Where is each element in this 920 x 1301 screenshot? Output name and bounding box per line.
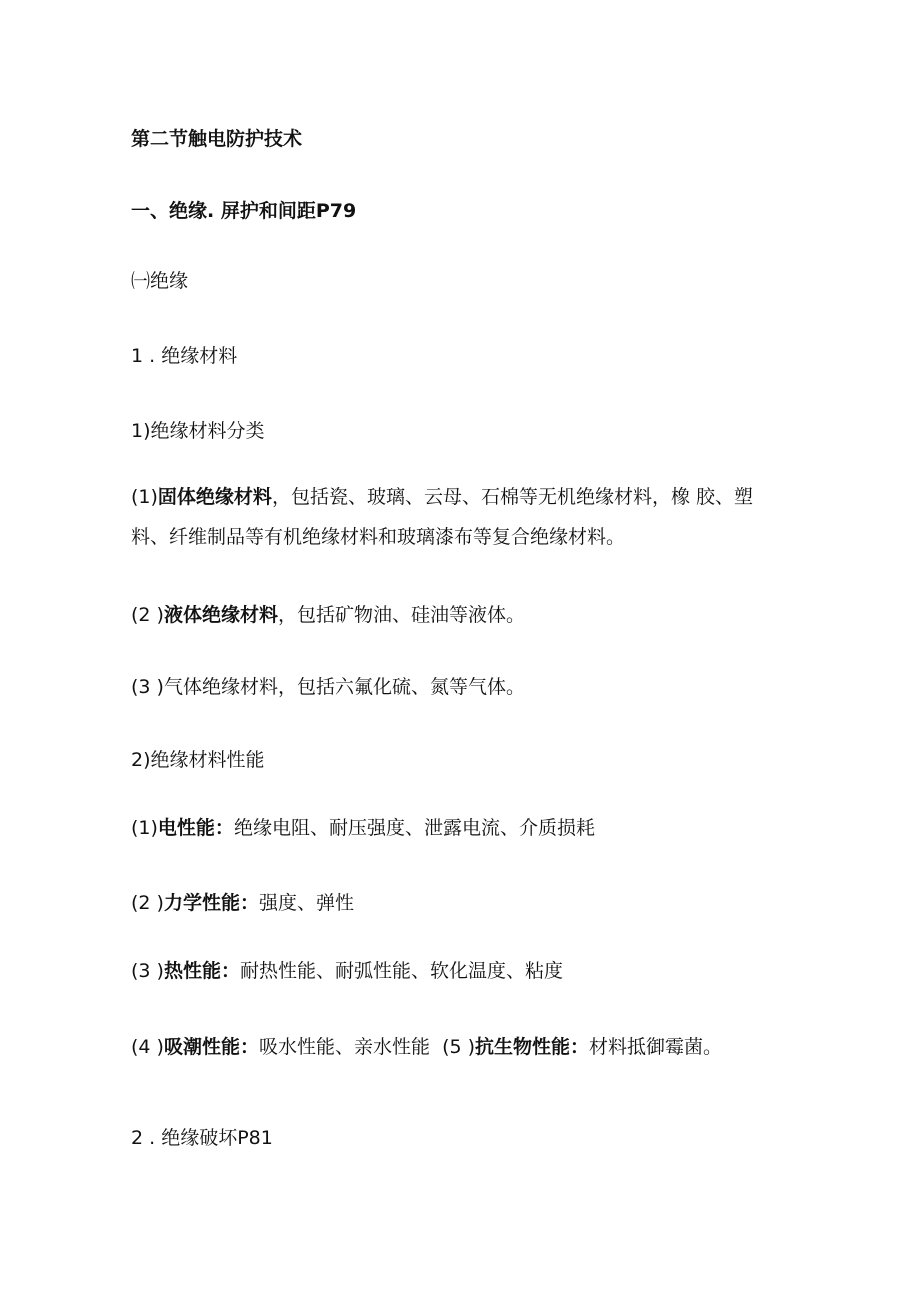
subheading-insulation: ㈠绝缘 [131,270,189,292]
item-insulation-failure: 2 . 绝缘破坏P81 [131,1127,273,1149]
term-liquid-insulation: 液体绝缘材料 [163,604,278,626]
liquid-insulation-text: ，包括矿物油、硅油等液体。 [277,604,525,626]
list-number: (1) [131,486,158,508]
list-number: (4 ) [131,1036,164,1058]
list-number: (5 ) [442,1036,476,1058]
item-insulation-materials: 1 . 绝缘材料 [131,345,238,367]
heading-insulation-shielding-spacing: 一、绝缘. 屏护和间距P79 [131,200,357,222]
thermal-properties-text: 耐热性能、耐弧性能、软化温度、粘度 [239,960,563,982]
list-number: (3 ) [131,960,164,982]
term-moisture-properties: 吸潮性能： [163,1036,259,1058]
paragraph-mechanical-properties [131,890,354,916]
item-material-properties: 2)绝缘材料性能 [131,749,265,771]
term-thermal-properties: 热性能： [163,960,240,982]
paragraph-solid-insulation [131,477,771,557]
term-mechanical-properties: 力学性能： [163,892,259,914]
gas-insulation-text: 气体绝缘材料，包括六氟化硫、氮等气体。 [163,676,525,698]
list-number: (2 ) [131,892,164,914]
list-number: (1) [131,817,158,839]
section-title: 第二节触电防护技术 [131,128,303,150]
paragraph-moisture-biological-properties [131,1034,722,1060]
biological-resistance-text: 材料抵御霉菌。 [589,1036,723,1058]
list-number: (2 ) [131,604,164,626]
paragraph-electrical-properties [131,815,595,841]
list-number: (3 ) [131,676,164,698]
paragraph-gas-insulation [131,674,525,700]
moisture-properties-text: 吸水性能、亲水性能 [258,1036,430,1058]
mechanical-properties-text: 强度、弹性 [258,892,354,914]
solid-insulation-text: ，包括瓷、玻璃、云母、石棉等无机绝缘材料，橡 胶、塑料、纤维制品等有机绝缘材料和玻璃漆布等复合绝缘材料。 [131,486,753,548]
term-electrical-properties: 电性能： [157,817,234,839]
term-solid-insulation: 固体绝缘材料 [157,486,272,508]
paragraph-liquid-insulation [131,602,525,628]
electrical-properties-text: 绝缘电阻、耐压强度、泄露电流、介质损耗 [233,817,595,839]
paragraph-thermal-properties [131,958,563,984]
term-biological-resistance: 抗生物性能： [475,1036,590,1058]
item-material-classification: 1)绝缘材料分类 [131,420,265,442]
